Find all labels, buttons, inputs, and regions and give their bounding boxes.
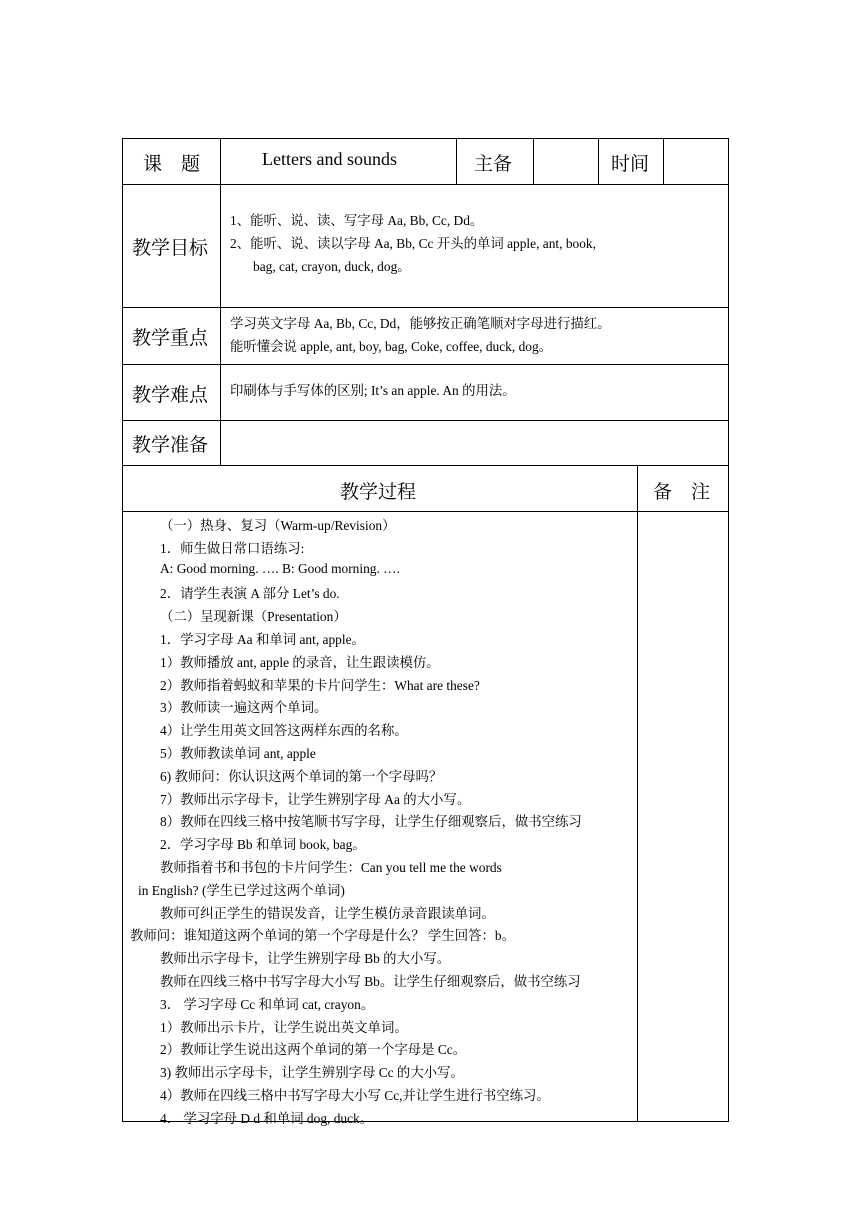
difficulties-label: 教学难点 (132, 385, 209, 406)
process-line: 1）教师出示卡片，让学生说出英文单词。 (160, 1019, 408, 1035)
process-line: A: Good morning. …. B: Good morning. …. (160, 560, 400, 576)
row-divider (123, 364, 728, 365)
process-line: 4． 学习字母 D d 和单词 dog, duck。 (160, 1110, 374, 1126)
col-divider (220, 139, 221, 465)
difficulties-text: 印刷体与手写体的区别; It’s an apple. An 的用法。 (230, 383, 516, 398)
key-points-label: 教学重点 (132, 328, 209, 349)
col-divider (598, 139, 599, 184)
process-line: 教师在四线三格中书写字母大小写 Bb。让学生仔细观察后，做书空练习 (160, 974, 581, 989)
objectives-line: 2、能听、说、读以字母 Aa, Bb, Cc 开头的单词 apple, ant, book, (230, 236, 596, 251)
process-line: 3． 学习字母 Cc 和单词 cat, crayon。 (160, 996, 375, 1012)
process-line: 6) 教师问：你认识这两个单词的第一个字母吗？ (160, 768, 443, 784)
process-label: 教学过程 (340, 482, 417, 503)
row-divider (123, 184, 728, 185)
process-line: 4）教师在四线三格中书写字母大小写 Cc,并让学生进行书空练习。 (160, 1088, 550, 1103)
objectives-label: 教学目标 (132, 238, 209, 259)
preparation-label: 教学准备 (132, 435, 209, 456)
process-line: 教师问：谁知道这两个单词的第一个字母是什么？ 学生回答：b。 (130, 928, 515, 944)
topic-value: Letters and sounds (262, 149, 397, 169)
row-divider (123, 420, 728, 421)
topic-label: 课 题 (143, 154, 201, 175)
process-line: 3）教师读一遍这两个单词。 (160, 700, 328, 716)
objectives-line: 1、能听、说、读、写字母 Aa, Bb, Cc, Dd。 (230, 213, 484, 228)
process-line: 2．学习字母 Bb 和单词 book, bag。 (160, 837, 366, 853)
row-divider (123, 307, 728, 308)
process-line: 8）教师在四线三格中按笔顺书写字母，让学生仔细观察后，做书空练习 (160, 814, 582, 830)
col-divider (456, 139, 457, 184)
process-line: 5）教师教读单词 ant, apple (160, 746, 316, 761)
key-points-line: 学习英文字母 Aa, Bb, Cc, Dd，能够按正确笔顺对字母进行描红。 (230, 316, 611, 331)
process-line: （二）呈现新课（Presentation） (160, 609, 347, 625)
col-divider (637, 465, 638, 1121)
process-line: 2．请学生表演 A 部分 Let’s do. (160, 586, 340, 602)
process-line: 7）教师出示字母卡，让学生辨别字母 Aa 的大小写。 (160, 791, 471, 807)
key-points-line: 能听懂会说 apple, ant, boy, bag, Coke, coffee, duck, dog。 (230, 339, 553, 354)
process-line: 教师指着书和书包的卡片问学生：Can you tell me the words (160, 860, 502, 875)
notes-label: 备 注 (653, 482, 711, 503)
process-line: （一）热身、复习（Warm-up/Revision） (160, 518, 396, 533)
process-line: 教师可纠正学生的错误发音，让学生模仿录音跟读单词。 (160, 905, 495, 921)
process-line: in English? (学生已学过这两个单词) (138, 882, 345, 898)
process-line: 2）教师指着蚂蚁和苹果的卡片问学生：What are these? (160, 677, 480, 693)
prep-label: 主备 (474, 154, 513, 175)
process-line: 4）让学生用英文回答这两样东西的名称。 (160, 723, 408, 739)
col-divider (663, 139, 664, 184)
process-line: 2）教师让学生说出这两个单词的第一个字母是 Cc。 (160, 1042, 467, 1058)
objectives-line: bag, cat, crayon, duck, dog。 (253, 259, 411, 274)
process-line: 3) 教师出示字母卡，让学生辨别字母 Cc 的大小写。 (160, 1065, 464, 1081)
process-line: 1．师生做日常口语练习: (160, 540, 305, 556)
process-line: 1．学习字母 Aa 和单词 ant, apple。 (160, 632, 365, 647)
process-line: 教师出示字母卡，让学生辨别字母 Bb 的大小写。 (160, 951, 451, 967)
time-label: 时间 (611, 154, 650, 175)
process-line: 1）教师播放 ant, apple 的录音，让生跟读模仿。 (160, 654, 440, 670)
col-divider (533, 139, 534, 184)
